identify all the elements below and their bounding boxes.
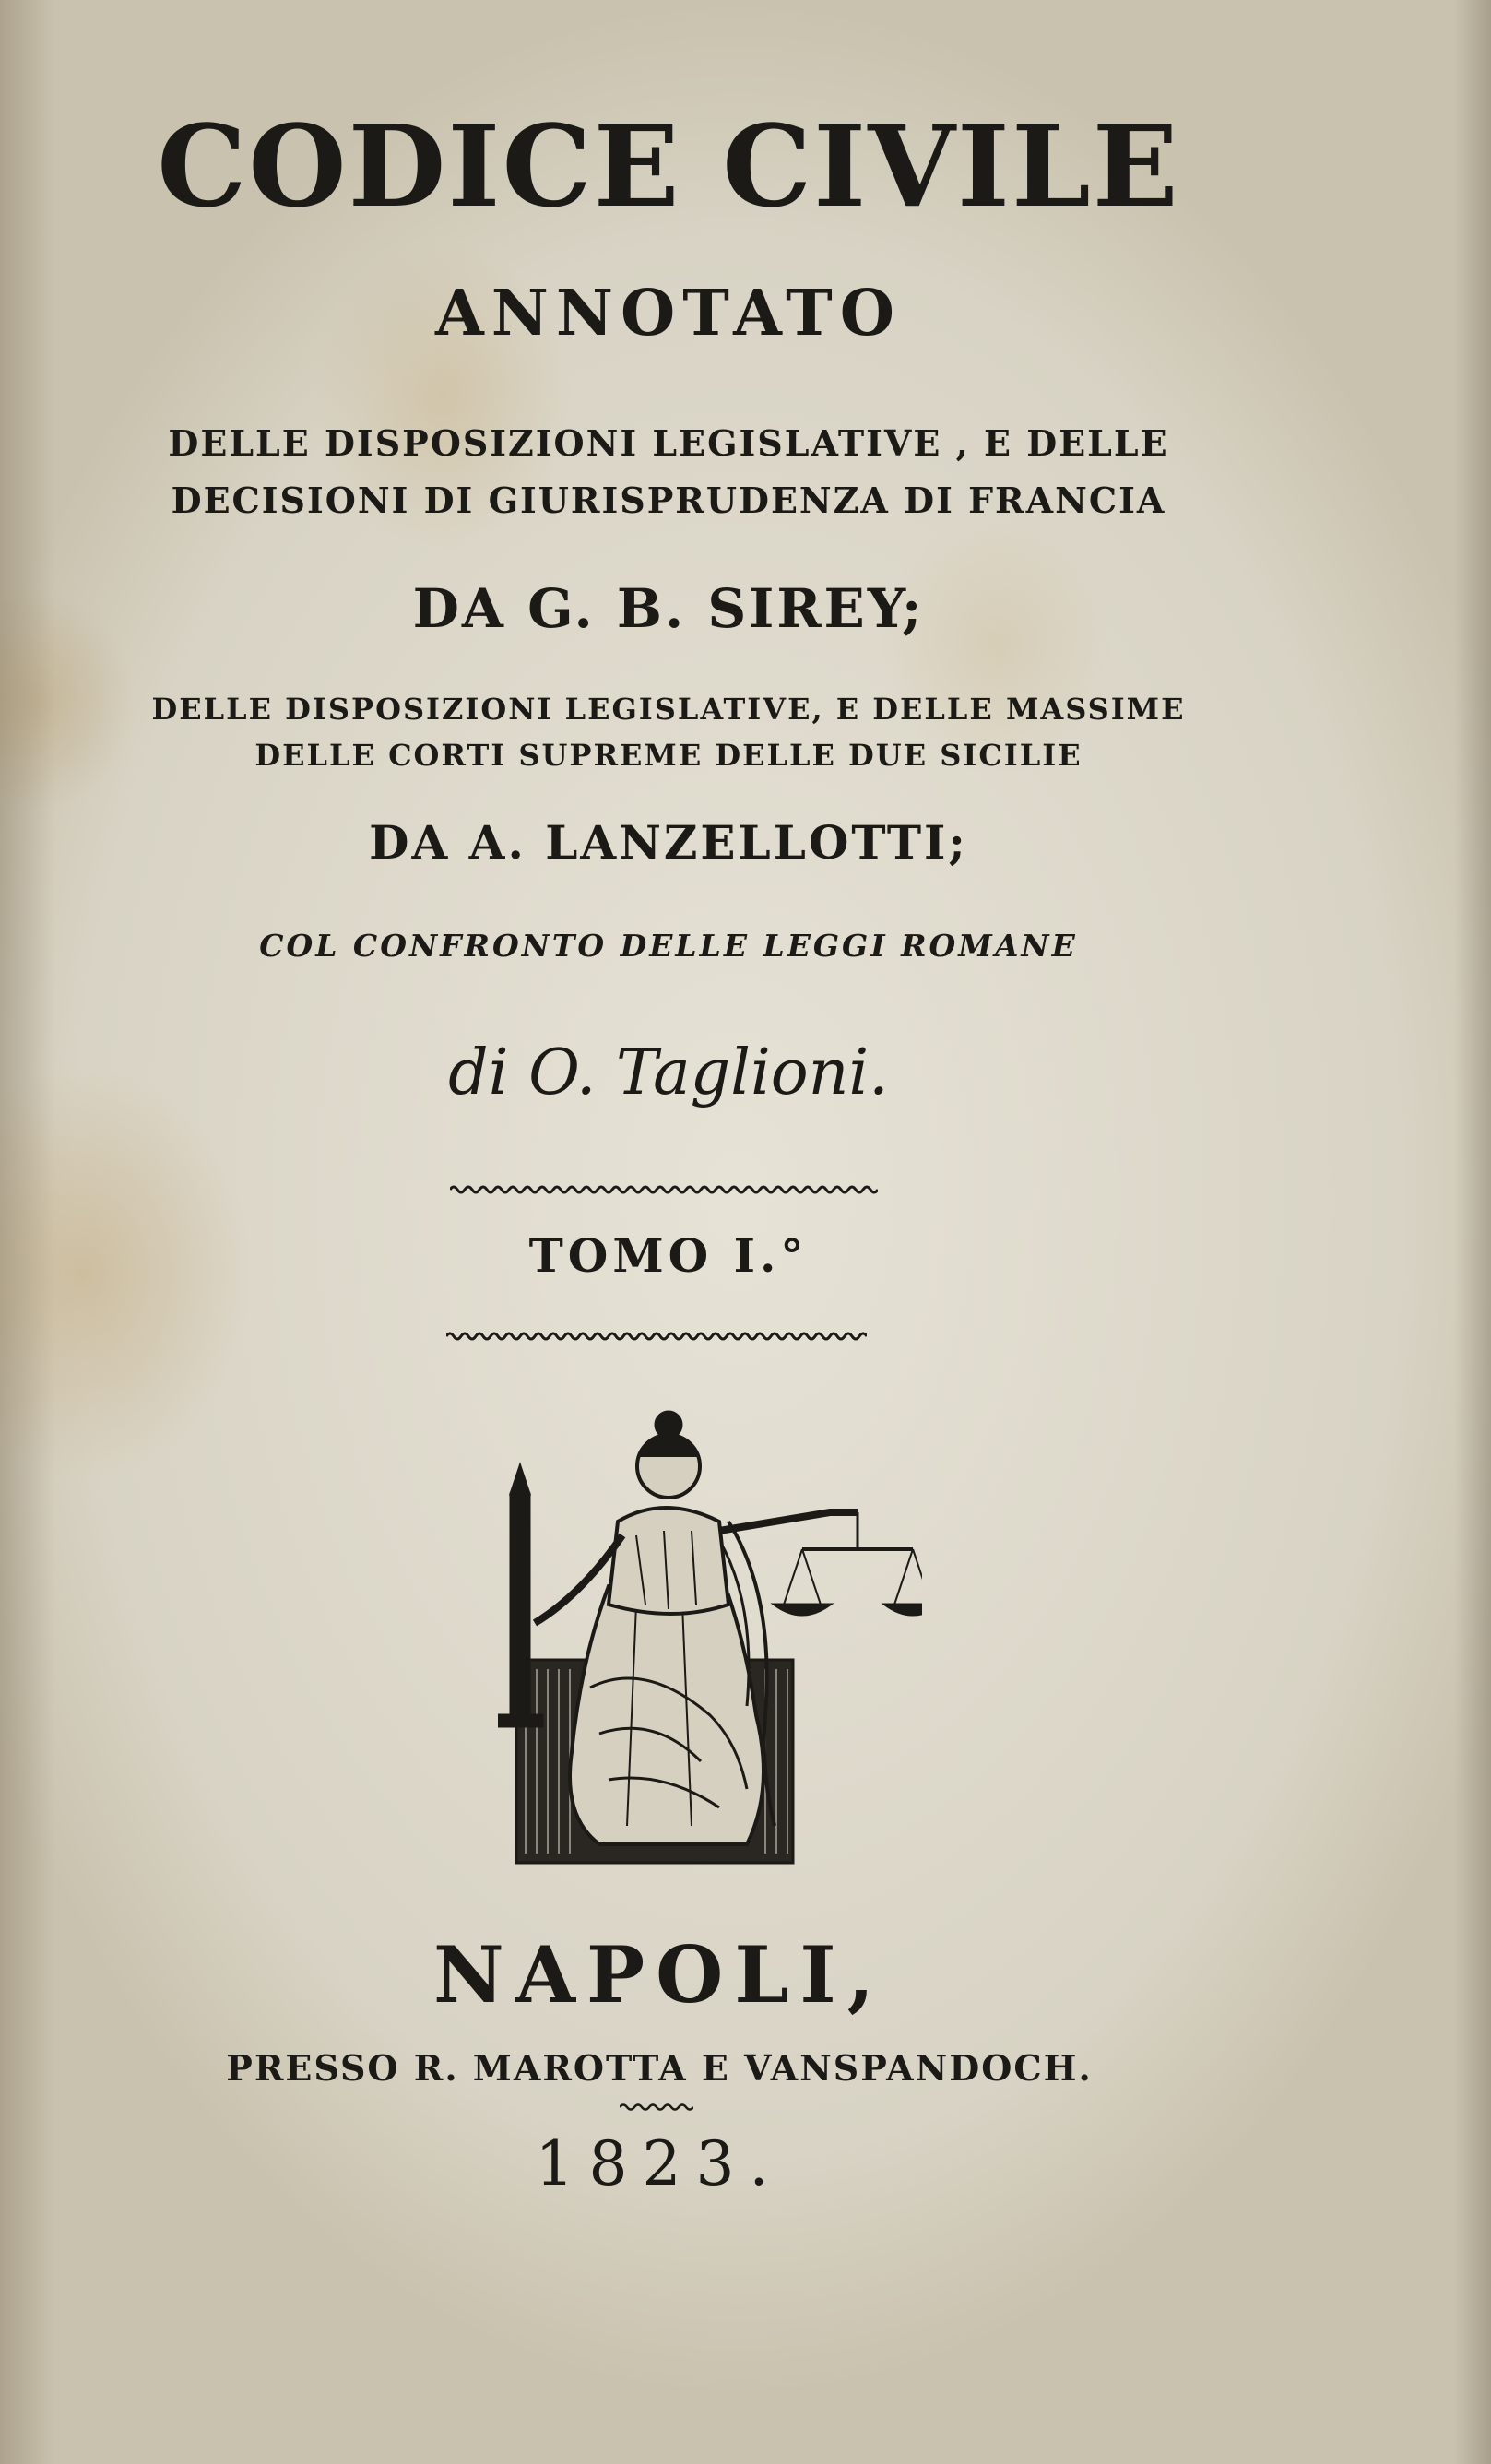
ornamental-rule-top (450, 1183, 878, 1196)
author-lanzellotti: DA A. LANZELLOTTI; (369, 815, 968, 870)
description-line-3: DELLE DISPOSIZIONI LEGISLATIVE, E DELLE MASSIME (151, 692, 1186, 727)
book-title: CODICE CIVILE (157, 100, 1180, 232)
imprint-publisher: PRESSO R. MAROTTA E VANSPANDOCH. (226, 2047, 1093, 2089)
imprint-year: 1823. (535, 2128, 784, 2199)
imprint-ornament (620, 2103, 693, 2112)
justice-vignette (498, 1383, 922, 1881)
imprint-place: NAPOLI, (433, 1929, 885, 2020)
description-line-1: DELLE DISPOSIZIONI LEGISLATIVE , E DELLE (168, 422, 1169, 464)
book-subtitle: ANNOTATO (434, 277, 903, 350)
page-edge-shadow-right (1454, 0, 1491, 2464)
author-sirey: DA G. B. SIREY; (412, 577, 925, 640)
handwritten-note: di O. Taglioni. (448, 1037, 889, 1109)
ornamental-rule-bottom (446, 1330, 867, 1343)
description-line-5: COL CONFRONTO DELLE LEGGI ROMANE (259, 928, 1078, 964)
description-line-4: DELLE CORTI SUPREME DELLE DUE SICILIE (254, 738, 1083, 773)
description-line-2: DECISIONI DI GIURISPRUDENZA DI FRANCIA (171, 480, 1166, 521)
volume-label: TOMO I.° (528, 1228, 809, 1283)
